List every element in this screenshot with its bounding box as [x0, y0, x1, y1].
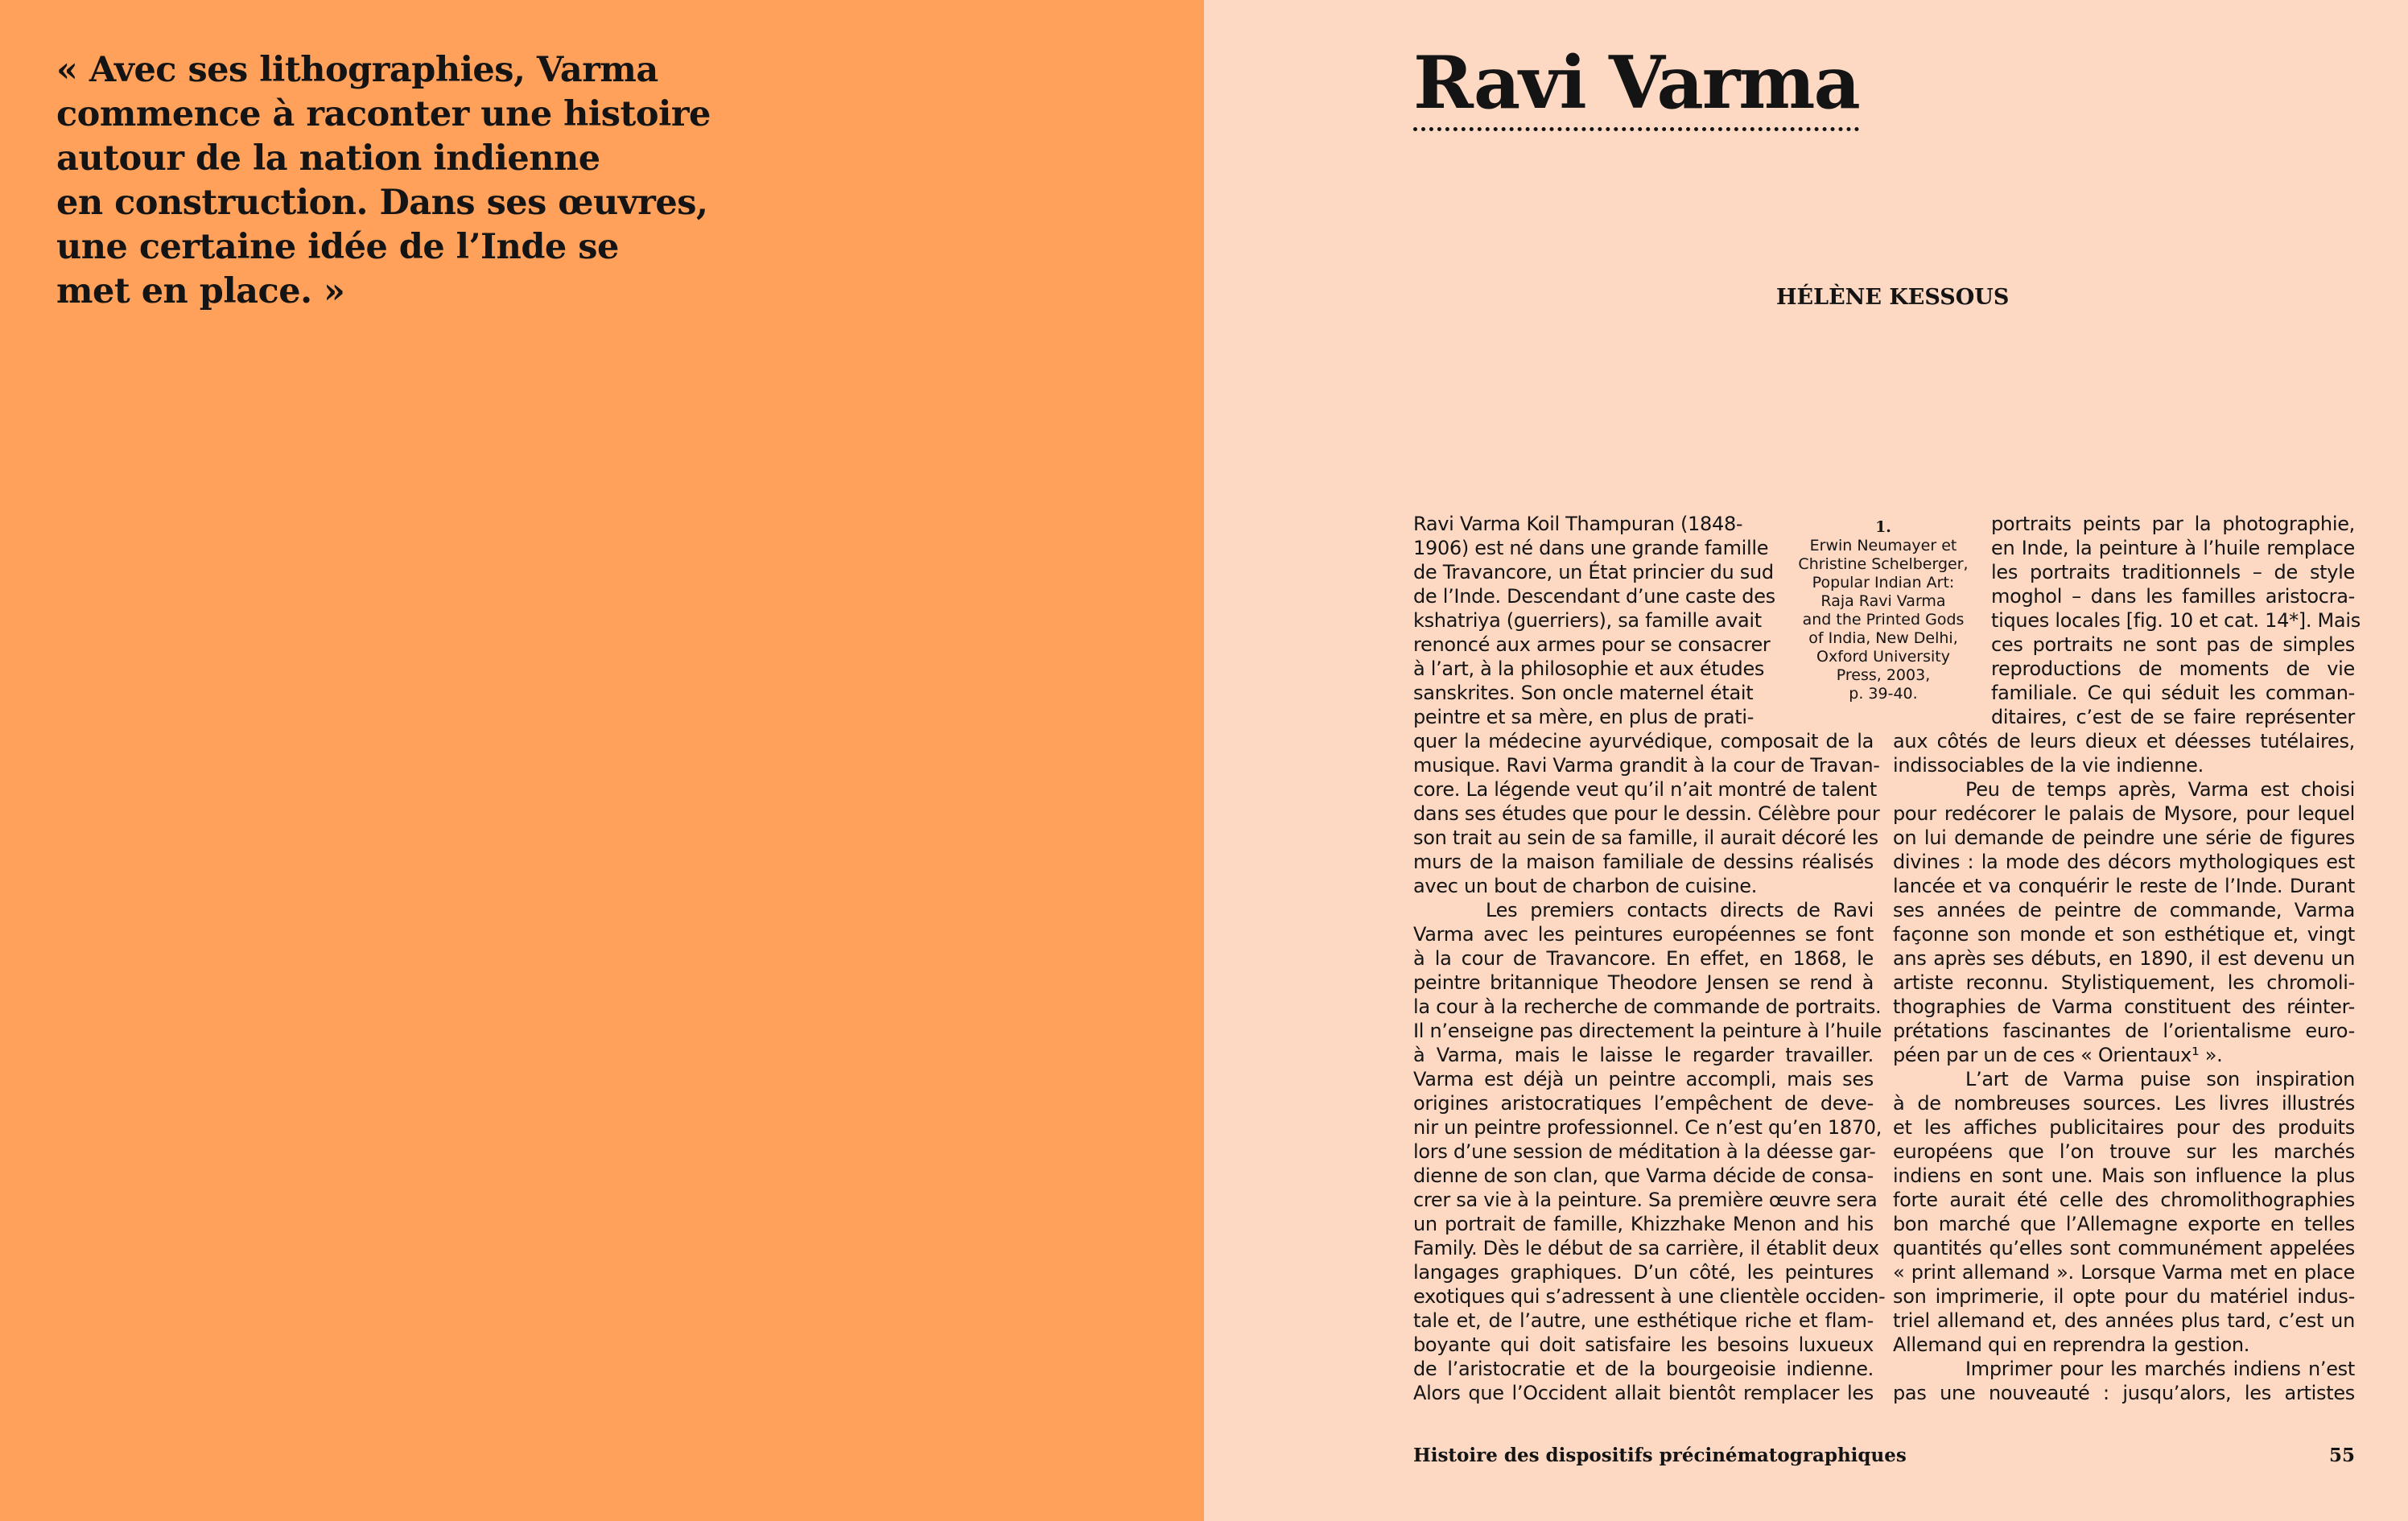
text-line: pour redécorer le palais de Mysore, pour lequel — [1893, 802, 2355, 825]
text-line: peintre et sa mère, en plus de prati- — [1413, 706, 1754, 728]
page-number: 55 — [2328, 1445, 2355, 1466]
text-line: moghol – dans les familles aristocra- — [1991, 585, 2355, 608]
text-line: ces portraits ne sont pas de simples — [1991, 633, 2355, 656]
text-line: Allemand qui en reprendra la gestion. — [1893, 1333, 2250, 1356]
text-line: tiques locales [fig. 10 et cat. 14*]. Mais — [1991, 609, 2361, 632]
text-line: nir un peintre professionnel. Ce n’est qu’en 1870, — [1413, 1116, 1882, 1139]
text-line: dans ses études que pour le dessin. Célèbre pour — [1413, 802, 1880, 825]
text-line: thographies de Varma constituent des réinter- — [1893, 995, 2355, 1018]
text-line: indiens en sont une. Mais son influence la plus — [1893, 1164, 2355, 1187]
text-line: Oxford University — [1816, 648, 1950, 666]
footnote-number: 1. — [1875, 518, 1891, 536]
text-line: à l’art, à la philosophie et aux études — [1413, 657, 1765, 680]
text-line: péen par un de ces « Orientaux¹ ». — [1893, 1044, 2223, 1066]
pull-quote-line: met en place. » — [56, 271, 345, 311]
running-footer-title: Histoire des dispositifs précinématographiques — [1413, 1445, 1907, 1466]
text-line: Peu de temps après, Varma est choisi — [1965, 778, 2355, 801]
text-line: of India, New Delhi, — [1808, 629, 1958, 647]
text-line: exotiques qui s’adressent à une clientèle occiden- — [1413, 1285, 1886, 1308]
text-line: indissociables de la vie indienne. — [1893, 754, 2204, 777]
footnote — [1788, 518, 1978, 703]
text-line: Les premiers contacts directs de Ravi — [1486, 899, 1874, 921]
text-line: sanskrites. Son oncle maternel était — [1413, 682, 1754, 704]
text-line: peintre britannique Theodore Jensen se rend à — [1413, 971, 1874, 994]
text-line: murs de la maison familiale de dessins réalisés — [1413, 851, 1874, 873]
text-line: en Inde, la peinture à l’huile remplace — [1991, 537, 2355, 559]
article-title: Ravi Varma — [1413, 39, 1859, 131]
text-line: reproductions de moments de vie — [1991, 657, 2355, 680]
text-line: Erwin Neumayer et — [1809, 537, 1957, 554]
text-line: boyante qui doit satisfaire les besoins luxueux — [1413, 1333, 1874, 1356]
text-line: de Travancore, un État princier du sud — [1413, 561, 1774, 583]
text-line: « print allemand ». Lorsque Varma met en place — [1893, 1261, 2355, 1284]
text-line: et les affiches publicitaires pour des produits — [1893, 1116, 2355, 1139]
text-line: avec un bout de charbon de cuisine. — [1413, 875, 1758, 897]
pull-quote — [56, 48, 781, 314]
column-1-top — [1413, 512, 1775, 729]
text-line: bon marché que l’Allemagne exporte en telles — [1893, 1213, 2355, 1235]
text-line: kshatriya (guerriers), sa famille avait — [1413, 609, 1762, 632]
text-line: musique. Ravi Varma grandit à la cour de Travan- — [1413, 754, 1880, 777]
text-line: divines : la mode des décors mythologiques est — [1893, 851, 2355, 873]
text-line: ses années de peintre de commande, Varma — [1893, 899, 2355, 921]
text-line: de l’Inde. Descendant d’une caste des — [1413, 585, 1775, 608]
text-line: Varma avec les peintures européennes se font — [1413, 923, 1874, 946]
text-line: artiste reconnu. Stylistiquement, les chromoli- — [1893, 971, 2355, 994]
text-line: un portrait de famille, Khizzhake Menon and his — [1413, 1213, 1874, 1235]
text-line: origines aristocratiques l’empêchent de deve- — [1413, 1092, 1874, 1115]
text-line: à de nombreuses sources. Les livres illustrés — [1893, 1092, 2355, 1115]
text-line: de l’aristocratie et de la bourgeoisie indienne. — [1413, 1358, 1874, 1380]
text-line: L’art de Varma puise son inspiration — [1965, 1068, 2355, 1090]
text-line: on lui demande de peindre une série de figures — [1893, 826, 2355, 849]
column-2-bottom — [1893, 729, 2355, 1405]
text-line: aux côtés de leurs dieux et déesses tutélaires, — [1893, 730, 2355, 752]
text-line: Imprimer pour les marchés indiens n’est — [1965, 1358, 2355, 1380]
pull-quote-line: en construction. Dans ses œuvres, — [56, 183, 708, 223]
text-line: langages graphiques. D’un côté, les peintures — [1413, 1261, 1874, 1284]
text-line: ditaires, c’est de se faire représenter — [1991, 706, 2355, 728]
text-line: Varma est déjà un peintre accompli, mais ses — [1413, 1068, 1874, 1090]
text-line: familiale. Ce qui séduit les comman- — [1991, 682, 2355, 704]
text-line: and the Printed Gods — [1802, 611, 1965, 629]
text-line: Ravi Varma Koil Thampuran (1848- — [1413, 513, 1743, 535]
text-line: Family. Dès le début de sa carrière, il établit deux — [1413, 1237, 1879, 1259]
text-line: lancée et va conquérir le reste de l’Inde. Durant — [1893, 875, 2355, 897]
text-line: triel allemand et, des années plus tard, c’est un — [1893, 1309, 2355, 1332]
text-line: Il n’enseigne pas directement la peinture à l’huile — [1413, 1020, 1882, 1042]
author-name: HÉLÈNE KESSOUS — [1776, 285, 2010, 310]
text-line: tale et, de l’autre, une esthétique riche et flam- — [1413, 1309, 1874, 1332]
text-line: Popular Indian Art: — [1812, 574, 1955, 592]
text-line: la cour à la recherche de commande de portraits. — [1413, 995, 1882, 1018]
text-line: renoncé aux armes pour se consacrer — [1413, 633, 1771, 656]
text-line: pas une nouveauté : jusqu’alors, les artistes — [1893, 1382, 2355, 1404]
column-2-top — [1991, 512, 2361, 729]
text-line: quantités qu’elles sont communément appelées — [1893, 1237, 2355, 1259]
text-line: façonne son monde et son esthétique et, vingt — [1893, 923, 2355, 946]
text-line: les portraits traditionnels – de style — [1991, 561, 2355, 583]
text-line: ans après ses débuts, en 1890, il est devenu un — [1893, 947, 2355, 970]
text-line: à la cour de Travancore. En effet, en 1868, le — [1413, 947, 1874, 970]
text-line: européens que l’on trouve sur les marchés — [1893, 1140, 2355, 1163]
text-line: core. La légende veut qu’il n’ait montré de talent — [1413, 778, 1877, 801]
footnote-text — [1788, 537, 1978, 703]
text-line: lors d’une session de méditation à la déesse gar- — [1413, 1140, 1876, 1163]
text-line: Christine Schelberger, — [1798, 555, 1969, 573]
text-line: à Varma, mais le laisse le regarder travailler. — [1413, 1044, 1874, 1066]
text-line: son imprimerie, il opte pour du matériel indus- — [1893, 1285, 2355, 1308]
pull-quote-line: commence à raconter une histoire — [56, 94, 711, 134]
text-line: dienne de son clan, que Varma décide de consa- — [1413, 1164, 1874, 1187]
text-line: portraits peints par la photographie, — [1991, 513, 2355, 535]
text-line: 1906) est né dans une grande famille — [1413, 537, 1769, 559]
text-line: prétations fascinantes de l’orientalisme euro- — [1893, 1020, 2355, 1042]
pull-quote-line: « Avec ses lithographies, Varma — [56, 50, 658, 90]
text-line: p. 39-40. — [1849, 685, 1918, 703]
text-line: Press, 2003, — [1836, 666, 1931, 684]
text-line: crer sa vie à la peinture. Sa première œuvre sera — [1413, 1189, 1878, 1211]
text-line: son trait au sein de sa famille, il aurait décoré les — [1413, 826, 1878, 849]
pull-quote-line: autour de la nation indienne — [56, 138, 600, 179]
text-line: forte aurait été celle des chromolithographies — [1893, 1189, 2355, 1211]
column-1-bottom — [1413, 729, 1886, 1405]
pull-quote-line: une certaine idée de l’Inde se — [56, 227, 619, 267]
text-line: quer la médecine ayurvédique, composait de la — [1413, 730, 1874, 752]
text-line: Raja Ravi Varma — [1820, 592, 1946, 610]
text-line: Alors que l’Occident allait bientôt remplacer les — [1413, 1382, 1874, 1404]
